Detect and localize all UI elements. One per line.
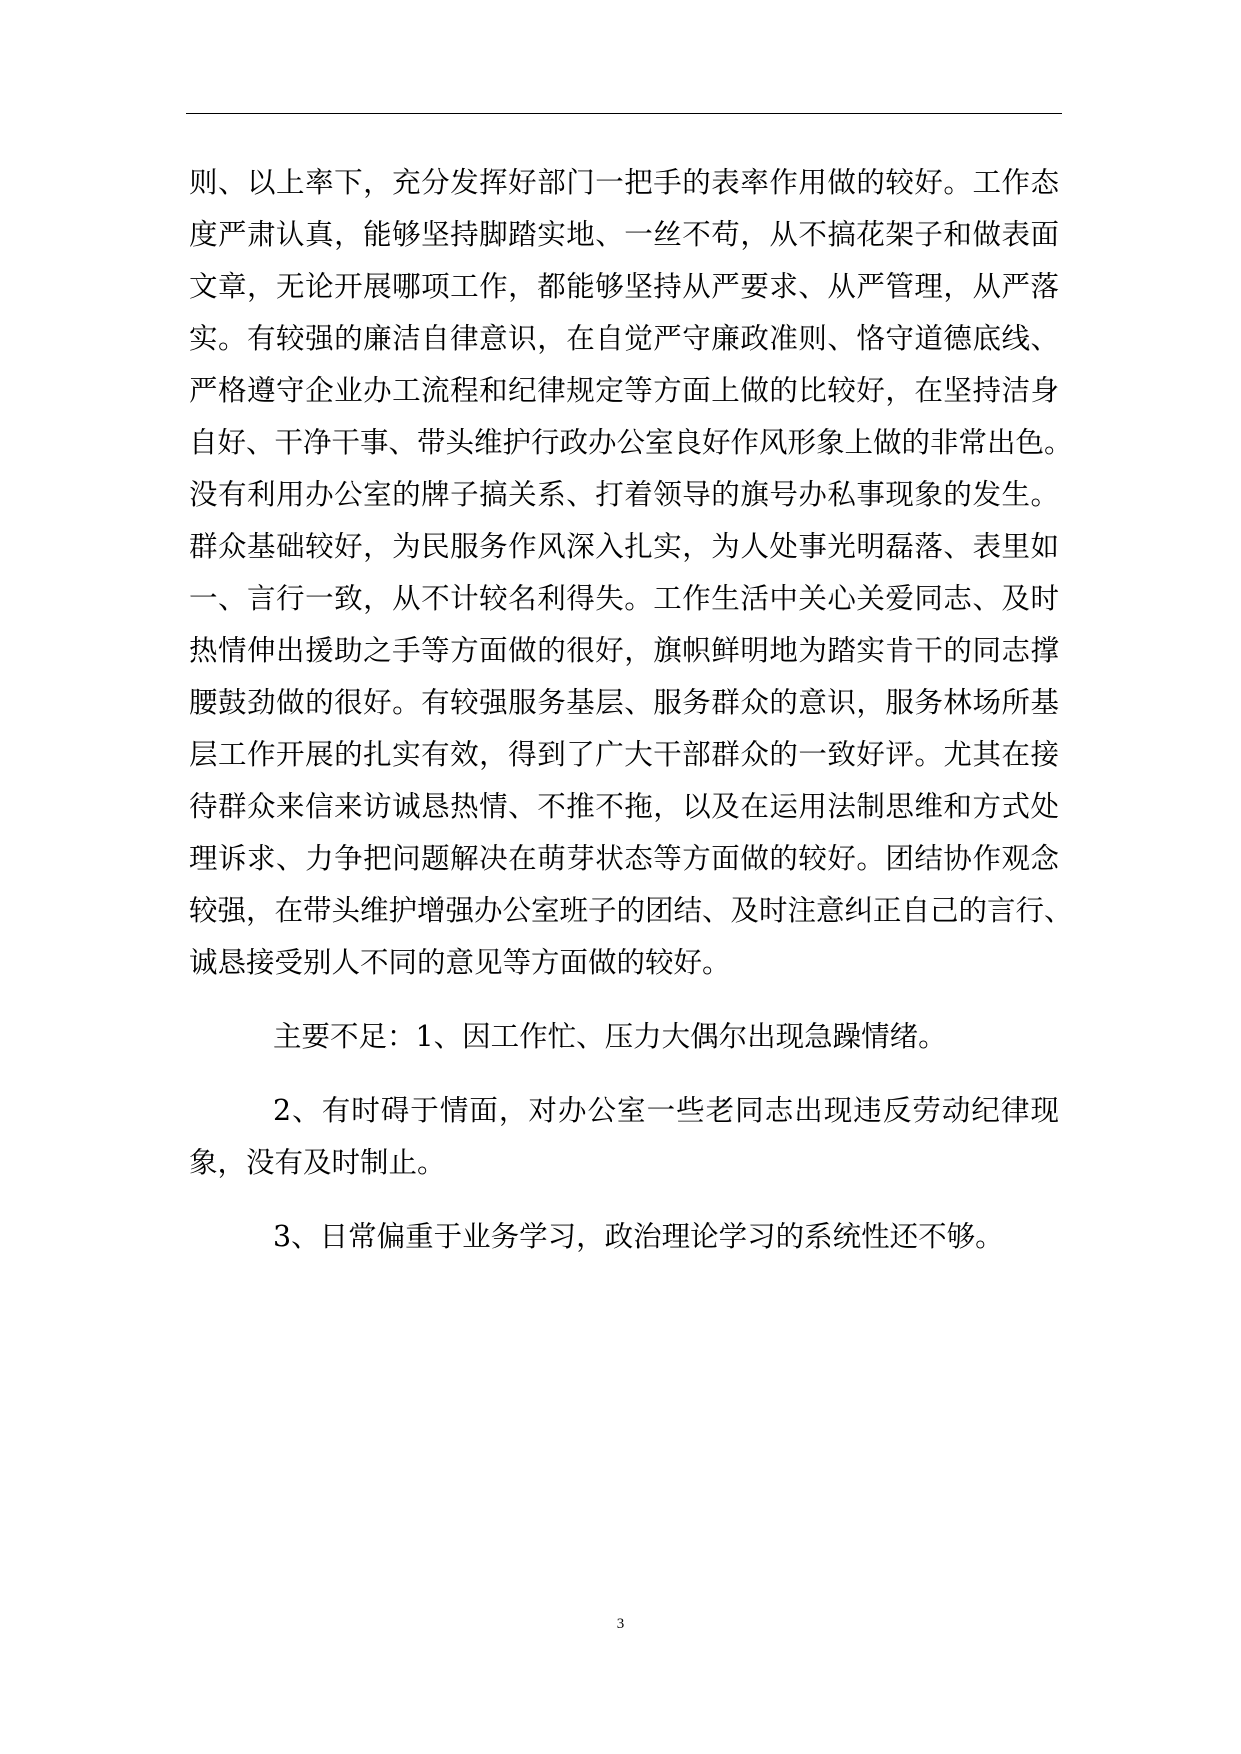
text-line: 度严肃认真，能够坚持脚踏实地、一丝不苟，从不搞花架子和做表面: [189, 218, 1059, 251]
paragraph-2: [189, 1011, 1059, 1063]
page-number: 3: [616, 1616, 625, 1632]
text-line: 3、日常偏重于业务学习，政治理论学习的系统性还不够。: [273, 1220, 1004, 1253]
paragraph-3: [189, 1085, 1059, 1189]
header-rule: [186, 113, 1062, 114]
text-line: 严格遵守企业办工流程和纪律规定等方面上做的比较好，在坚持洁身: [189, 374, 1059, 407]
text-line: 自好、干净干事、带头维护行政办公室良好作风形象上做的非常出色。: [189, 426, 1073, 459]
paragraph-4: [189, 1211, 1059, 1263]
text-line: 2、有时碍于情面，对办公室一些老同志出现违反劳动纪律现: [273, 1094, 1059, 1127]
text-line: 则、以上率下，充分发挥好部门一把手的表率作用做的较好。工作态: [189, 166, 1059, 199]
text-line: 诚恳接受别人不同的意见等方面做的较好。: [189, 946, 731, 979]
text-line: 实。有较强的廉洁自律意识，在自觉严守廉政准则、恪守道德底线、: [189, 322, 1059, 355]
text-line: 腰鼓劲做的很好。有较强服务基层、服务群众的意识，服务林场所基: [189, 686, 1059, 719]
text-line: 热情伸出援助之手等方面做的很好，旗帜鲜明地为踏实肯干的同志撑: [189, 634, 1059, 667]
text-line: 较强，在带头维护增强办公室班子的团结、及时注意纠正自己的言行、: [189, 894, 1073, 927]
text-line: 理诉求、力争把问题解决在萌芽状态等方面做的较好。团结协作观念: [189, 842, 1059, 875]
text-line: 群众基础较好，为民服务作风深入扎实，为人处事光明磊落、表里如: [189, 530, 1059, 563]
text-line: 层工作开展的扎实有效，得到了广大干部群众的一致好评。尤其在接: [189, 738, 1059, 771]
text-line: 待群众来信来访诚恳热情、不推不拖，以及在运用法制思维和方式处: [189, 790, 1059, 823]
text-line: 没有利用办公室的牌子搞关系、打着领导的旗号办私事现象的发生。: [189, 478, 1059, 511]
text-line: 象，没有及时制止。: [189, 1146, 446, 1179]
paragraph-1: [189, 157, 1073, 989]
body-text: [189, 157, 1073, 1263]
text-line: 文章，无论开展哪项工作，都能够坚持从严要求、从严管理，从严落: [189, 270, 1059, 303]
text-line: 主要不足：1、因工作忙、压力大偶尔出现急躁情绪。: [273, 1020, 947, 1053]
text-line: 一、言行一致，从不计较名利得失。工作生活中关心关爱同志、及时: [189, 582, 1059, 615]
